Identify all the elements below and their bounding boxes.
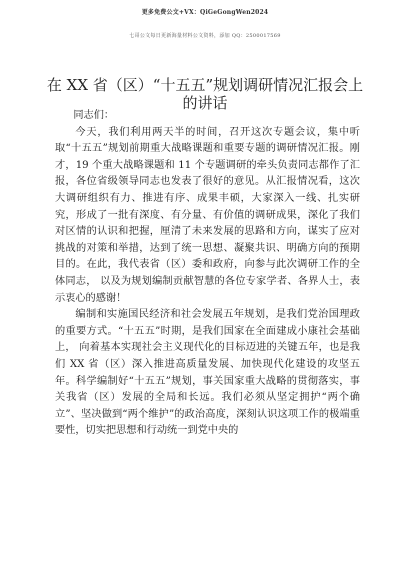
paragraph: 编制和实施国民经济和社会发展五年规划，是我们党治国理政的重要方式。“十五五”时期，是我们国家在全面建成小康社会基础上， 向着基本实现社会主义现代化的目标迈进的关键五年，也是我们 XX 省（区）深入推进高质量发展、加快现代化建设的攻坚五年。科学编制好“十五五”规划，事关国家重大战略的贯彻落实，事关我省（区）发展的全局和长远。我们必须从坚定拥护“两个确立”、坚决做到“两个维护”的政治高度，深刻认识这项工作的极端重要性，切实把思想和行动统一到党中央的 xyxy=(55,309,360,437)
document-body xyxy=(55,108,360,440)
paragraph: 今天，我们利用两天半的时间，召开这次专题会议，集中听取“十五五”规划前期重大战略课题和重要专题的调研情况汇报。刚才，19 个重大战略课题和 11 个专题调研的牵头负责同志都作了汇报，各位省级领导同志也发表了很好的意见。从汇报情况看，这次大调研组织有力、推进有序、成果丰硕，大家深入一线、扎实研究，形成了一批有深度、有分量、有价值的调研成果，深化了我们对区情的认识和把握，厘清了未来发展的思路和方向，谋实了应对挑战的对策和举措，达到了统一思想、凝聚共识、明确方向的预期目的。在此，我代表省（区）委和政府，向参与此次调研工作的全体同志， 以及为规划编制贡献智慧的各位专家学者、各界人士，表示衷心的感谢！ xyxy=(55,126,360,304)
document-title: 在 XX 省（区）“十五五”规划调研情况汇报会上的讲话 xyxy=(46,76,364,112)
sub-banner: 七哥公文每日更新海量材料公文资料，添加 QQ：2500017569 xyxy=(129,33,281,39)
greeting: 同志们： xyxy=(73,110,115,121)
top-banner: 更多免费公文+VX：QiGeGongWen2024 xyxy=(141,9,269,16)
